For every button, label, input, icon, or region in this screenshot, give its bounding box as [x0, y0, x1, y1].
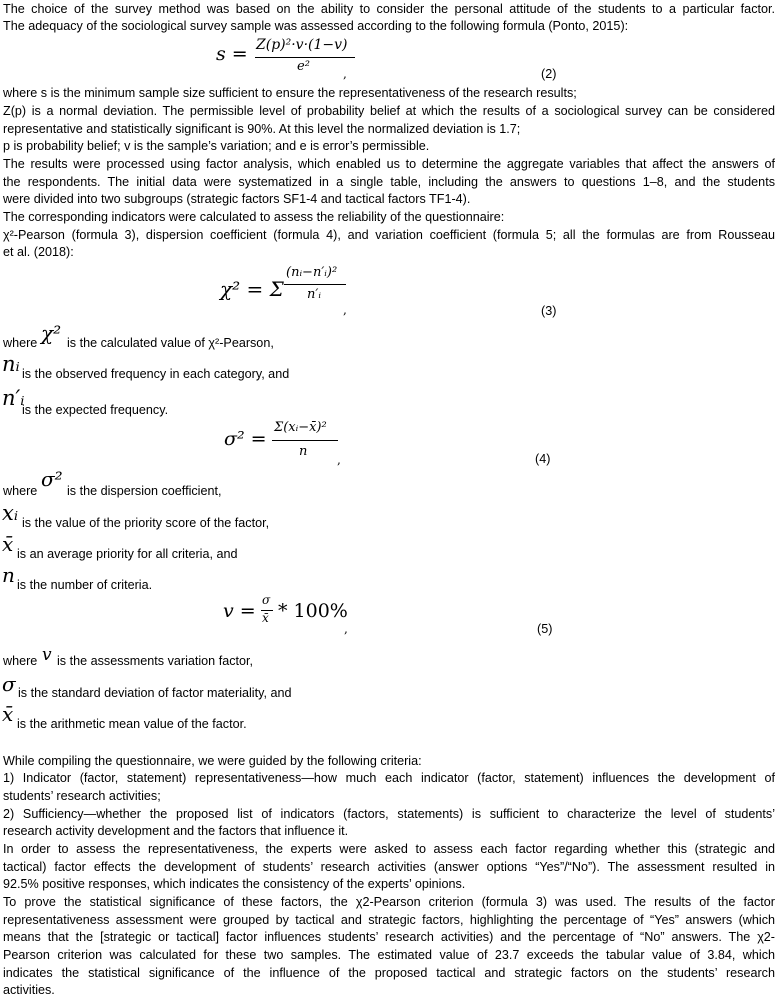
eq3-n-prime-text: is the expected frequency.	[22, 403, 169, 417]
eq2-desc-line-2: Z(p) is a normal deviation. The permissible level of probability belief at which the results of a sociological survey can be considered	[3, 104, 775, 118]
eq4-numerator: Σ(xᵢ−x̄)²	[274, 420, 327, 435]
eq2-denominator: e²	[297, 59, 310, 74]
eq4-n-symbol: n	[2, 563, 15, 587]
eq3-n-i-text: is the observed frequency in each category, and	[22, 367, 290, 381]
eq5-lhs: v =	[223, 600, 256, 622]
results-line-1: The results were processed using factor analysis, which enabled us to determine the aggregate variables that affect the answers of	[3, 157, 775, 171]
eq5-v-symbol: v	[42, 645, 52, 665]
eq2-numerator: Z(p)²·v·(1−v)	[256, 37, 348, 53]
eq3-where-word: where	[3, 336, 38, 350]
eq4-lhs: σ² =	[224, 428, 267, 450]
eq3-number: (3)	[541, 304, 557, 318]
eq3-numerator: (nᵢ−n′ᵢ)²	[286, 265, 338, 280]
eq2-desc-line-1: where s is the minimum sample size sufficient to ensure the representativeness of the research results;	[3, 86, 577, 100]
eq4-x-bar-text: is an average priority for all criteria, and	[17, 547, 238, 561]
results-line-5: χ²-Pearson (formula 3), dispersion coefficient (formula 4), and variation coefficient (formula 5; all the formulas are from Rousseau	[3, 228, 775, 242]
eq2-comma: ,	[343, 67, 347, 81]
eq4-comma: ,	[337, 453, 341, 467]
criteria-line-13: indicates the statistical significance of the influence of the proposed tactical and strategic factors on the students’ research	[3, 966, 775, 980]
criteria-line-7: tactical) factor effects the development of students’ research activities (answer options “Yes”/“No”). The assessment resulted in	[3, 860, 775, 874]
eq5-comma: ,	[344, 622, 348, 636]
criteria-line-12: Pearson criterion was calculated for these two samples. The estimated value of 23.7 exceeds the tabular value of 3.84, which	[3, 948, 775, 962]
eq4-x-i-text: is the value of the priority score of the factor,	[22, 516, 270, 530]
criteria-line-11: means that the [strategic or tactical] factor influences students’ research activities) and the percentage of “No” answers. The χ2-	[3, 930, 775, 944]
criteria-line-9: To prove the statistical significance of these factors, the χ2-Pearson criterion (formula 3) was used. The results of the factor	[3, 895, 775, 909]
eq5-x-bar-text: is the arithmetic mean value of the factor.	[17, 717, 247, 731]
intro-line-1: The choice of the survey method was based on the ability to consider the personal attitude of the students to a particular factor.	[3, 2, 775, 16]
eq4-denominator: n	[299, 444, 308, 459]
eq5-where-word: where	[3, 654, 38, 668]
eq2-fraction-bar	[255, 57, 355, 58]
eq3-chi-squared-symbol: χ²	[41, 321, 62, 345]
eq4-number: (4)	[535, 452, 551, 466]
eq3-lhs: χ² = Σ	[220, 277, 284, 301]
eq4-n-text: is the number of criteria.	[17, 578, 153, 592]
eq4-sigma-squared-text: is the dispersion coefficient,	[67, 484, 222, 498]
eq2-desc-line-4: p is probability belief; v is the sample’s variation; and e is error’s permissible.	[3, 139, 430, 153]
eq5-sigma-text: is the standard deviation of factor materiality, and	[18, 686, 292, 700]
criteria-line-1: While compiling the questionnaire, we were guided by the following criteria:	[3, 754, 422, 768]
eq5-number: (5)	[537, 622, 553, 636]
eq3-comma: ,	[343, 303, 347, 317]
criteria-line-4: 2) Sufficiency—whether the proposed list of indicators (factors, statements) is sufficient to characterize the level of students’	[3, 807, 775, 821]
eq5-v-text: is the assessments variation factor,	[57, 654, 253, 668]
eq5-x-bar-symbol: x̄	[2, 702, 14, 726]
eq2-lhs: s =	[216, 43, 248, 65]
eq3-fraction-bar	[284, 284, 346, 285]
eq3-denominator: n′ᵢ	[307, 287, 321, 302]
eq5-rhs: * 100%	[278, 600, 348, 622]
eq4-fraction-bar	[272, 440, 338, 441]
criteria-line-6: In order to assess the representativeness, the experts were asked to assess each factor regarding whether this (strategic and	[3, 842, 775, 856]
criteria-line-3: students’ research activities;	[3, 789, 161, 803]
criteria-line-14: activities.	[3, 983, 55, 997]
eq5-sigma-symbol: σ	[2, 672, 16, 696]
criteria-line-2: 1) Indicator (factor, statement) representativeness—how much each indicator (factor, statement) influences the development of	[3, 771, 775, 785]
eq5-denominator: x̄	[262, 611, 269, 625]
eq3-chi-squared-text: is the calculated value of χ²-Pearson,	[67, 336, 274, 350]
results-line-4: The corresponding indicators were calculated to assess the reliability of the questionnaire:	[3, 210, 505, 224]
eq4-x-bar-symbol: x̄	[2, 532, 14, 556]
results-line-3: were divided into two subgroups (strategic factors SF1-4 and tactical factors TF1-4).	[3, 192, 471, 206]
criteria-line-10: representativeness assessment were grouped by tactical and strategic factors, highlighting the percentage of “Yes” answers (which	[3, 913, 775, 927]
eq3-n-prime-symbol: n′ᵢ	[2, 386, 25, 410]
eq4-sigma-squared-symbol: σ²	[41, 467, 63, 491]
results-line-6: et al. (2018):	[3, 245, 74, 259]
eq4-where-word: where	[3, 484, 38, 498]
criteria-line-5: research activity development and the factors that influence it.	[3, 824, 349, 838]
eq2-number: (2)	[541, 67, 557, 81]
criteria-line-8: 92.5% positive responses, which indicates the consistency of the experts’ opinions.	[3, 877, 466, 891]
eq5-numerator: σ	[262, 593, 271, 607]
results-line-2: the respondents. The initial data were systematized in a single table, including the answers to questions 1–8, and the students	[3, 175, 775, 189]
eq4-x-i-symbol: xᵢ	[2, 501, 19, 525]
eq2-desc-line-3: representative and statistically significant is 90%. At this level the normalized deviation is 1.7;	[3, 122, 521, 136]
eq3-n-i-symbol: nᵢ	[2, 352, 20, 376]
intro-line-2: The adequacy of the sociological survey sample was assessed according to the following formula (Ponto, 2015):	[3, 19, 629, 33]
